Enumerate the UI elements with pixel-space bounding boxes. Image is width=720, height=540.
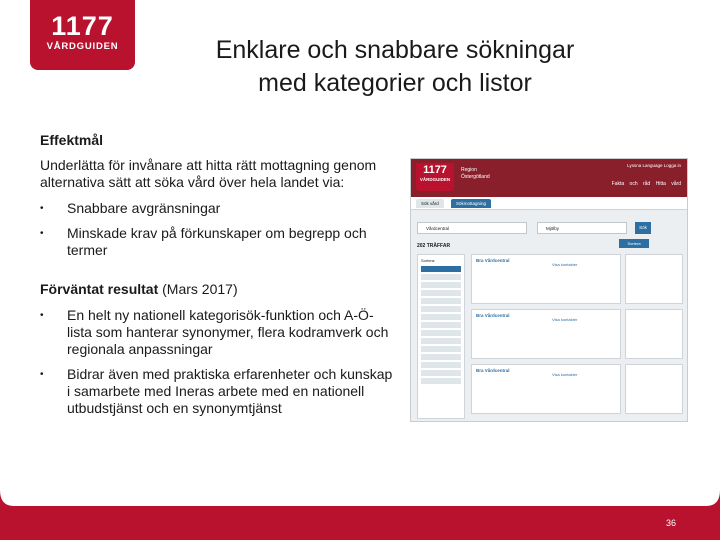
screenshot-logo-name: VÅRDGUIDEN [419,177,451,182]
screenshot-side-column [625,254,683,419]
expected-heading-bold: Förväntat resultat [40,281,159,297]
logo-1177-vardguiden [30,0,135,70]
footer-bar [0,506,720,540]
screenshot-filter-bar [421,266,461,272]
screenshot-logo-number: 1177 [423,164,447,176]
screenshot-location-input: Mjölby [537,222,627,234]
screenshot-card-name: Bra Vårdcentral [476,258,510,263]
expected-bullet-list [40,307,395,417]
screenshot-search-button: Sök [635,222,651,234]
logo-name: VÅRDGUIDEN [46,41,119,52]
screenshot-region-name: Östergötland [461,174,490,180]
screenshot-filter-bar [421,378,461,384]
page-number: 36 [665,518,676,528]
screenshot-logo [416,163,454,191]
screenshot-tab-sokmottagning: Sökmottagning [451,199,491,208]
screenshot-filter-bar [421,354,461,360]
effect-bullet-list [40,200,395,259]
screenshot-filter-bar [421,330,461,336]
screenshot-card-link: Visa kontakter [552,372,578,377]
screenshot-card-name: Bra Vårdcentral [476,368,510,373]
website-screenshot [410,158,688,422]
screenshot-filter-bar [421,362,461,368]
effect-intro: Underlätta för invånare att hitta rätt mottagning genom alternativa sätt att söka vård över hela landet via: [40,157,377,190]
screenshot-filter-bar [421,298,461,304]
expected-heading-date: (Mars 2017) [158,281,238,297]
screenshot-filter-bar [421,306,461,312]
screenshot-filter-bar [421,338,461,344]
screenshot-top-links: Lyssna Language Logga in [627,163,681,168]
screenshot-search-input: Vårdcentral [417,222,527,234]
screenshot-filter-bar [421,322,461,328]
screenshot-result-list [471,254,621,419]
screenshot-header [411,159,687,197]
screenshot-result-count: 202 TRÄFFAR [417,243,451,249]
screenshot-filter-bar [421,274,461,280]
effect-bullet: • Snabbare avgränsningar [40,200,395,217]
title-line-2: med kategorier och listor [258,69,532,97]
screenshot-result-card [471,364,621,414]
screenshot-side-block [625,364,683,414]
screenshot-filter-bar [421,346,461,352]
screenshot-card-link: Visa kontakter [552,262,578,267]
title-line-1: Enklare och snabbare sökningar [215,36,575,64]
screenshot-side-block [625,309,683,359]
effect-heading: Effektmål [40,132,104,148]
screenshot-filter-bar [421,314,461,320]
screenshot-filter-bar [421,282,461,288]
slide-title [160,34,630,100]
expected-bullet: • Bidrar även med praktiska erfarenheter och kunskap i samarbete med Ineras arbete med en nationell utbudstjänst och en synonymtjänst [40,366,395,417]
slide-body [40,132,395,425]
screenshot-card-link: Visa kontakter [552,317,578,322]
screenshot-filter-title: Sortera: [421,258,436,263]
screenshot-card-name: Bra Vårdcentral [476,313,510,318]
effect-bullet: • Minskade krav på förkunskaper om begrepp och termer [40,225,395,259]
expected-bullet: • En helt ny nationell kategorisök-funktion och A-Ö-lista som hanterar synonymer, flera kodramverk och regionala anpassningar [40,307,395,358]
screenshot-region [461,167,490,181]
screenshot-filter-bar [421,370,461,376]
expected-heading [40,281,395,298]
screenshot-tab-sok-vard: Sök vård [416,199,444,208]
screenshot-region-top: Region [461,167,477,173]
screenshot-result-card [471,309,621,359]
screenshot-search-row [417,222,681,234]
screenshot-result-card [471,254,621,304]
screenshot-filter-panel [417,254,465,419]
screenshot-filter-bar [421,290,461,296]
screenshot-nav: Fakta och råd Hitta vård [611,181,681,187]
logo-number: 1177 [51,11,114,41]
screenshot-side-block [625,254,683,304]
screenshot-tabs [411,197,687,210]
screenshot-sort-button: Sortera [619,239,649,248]
